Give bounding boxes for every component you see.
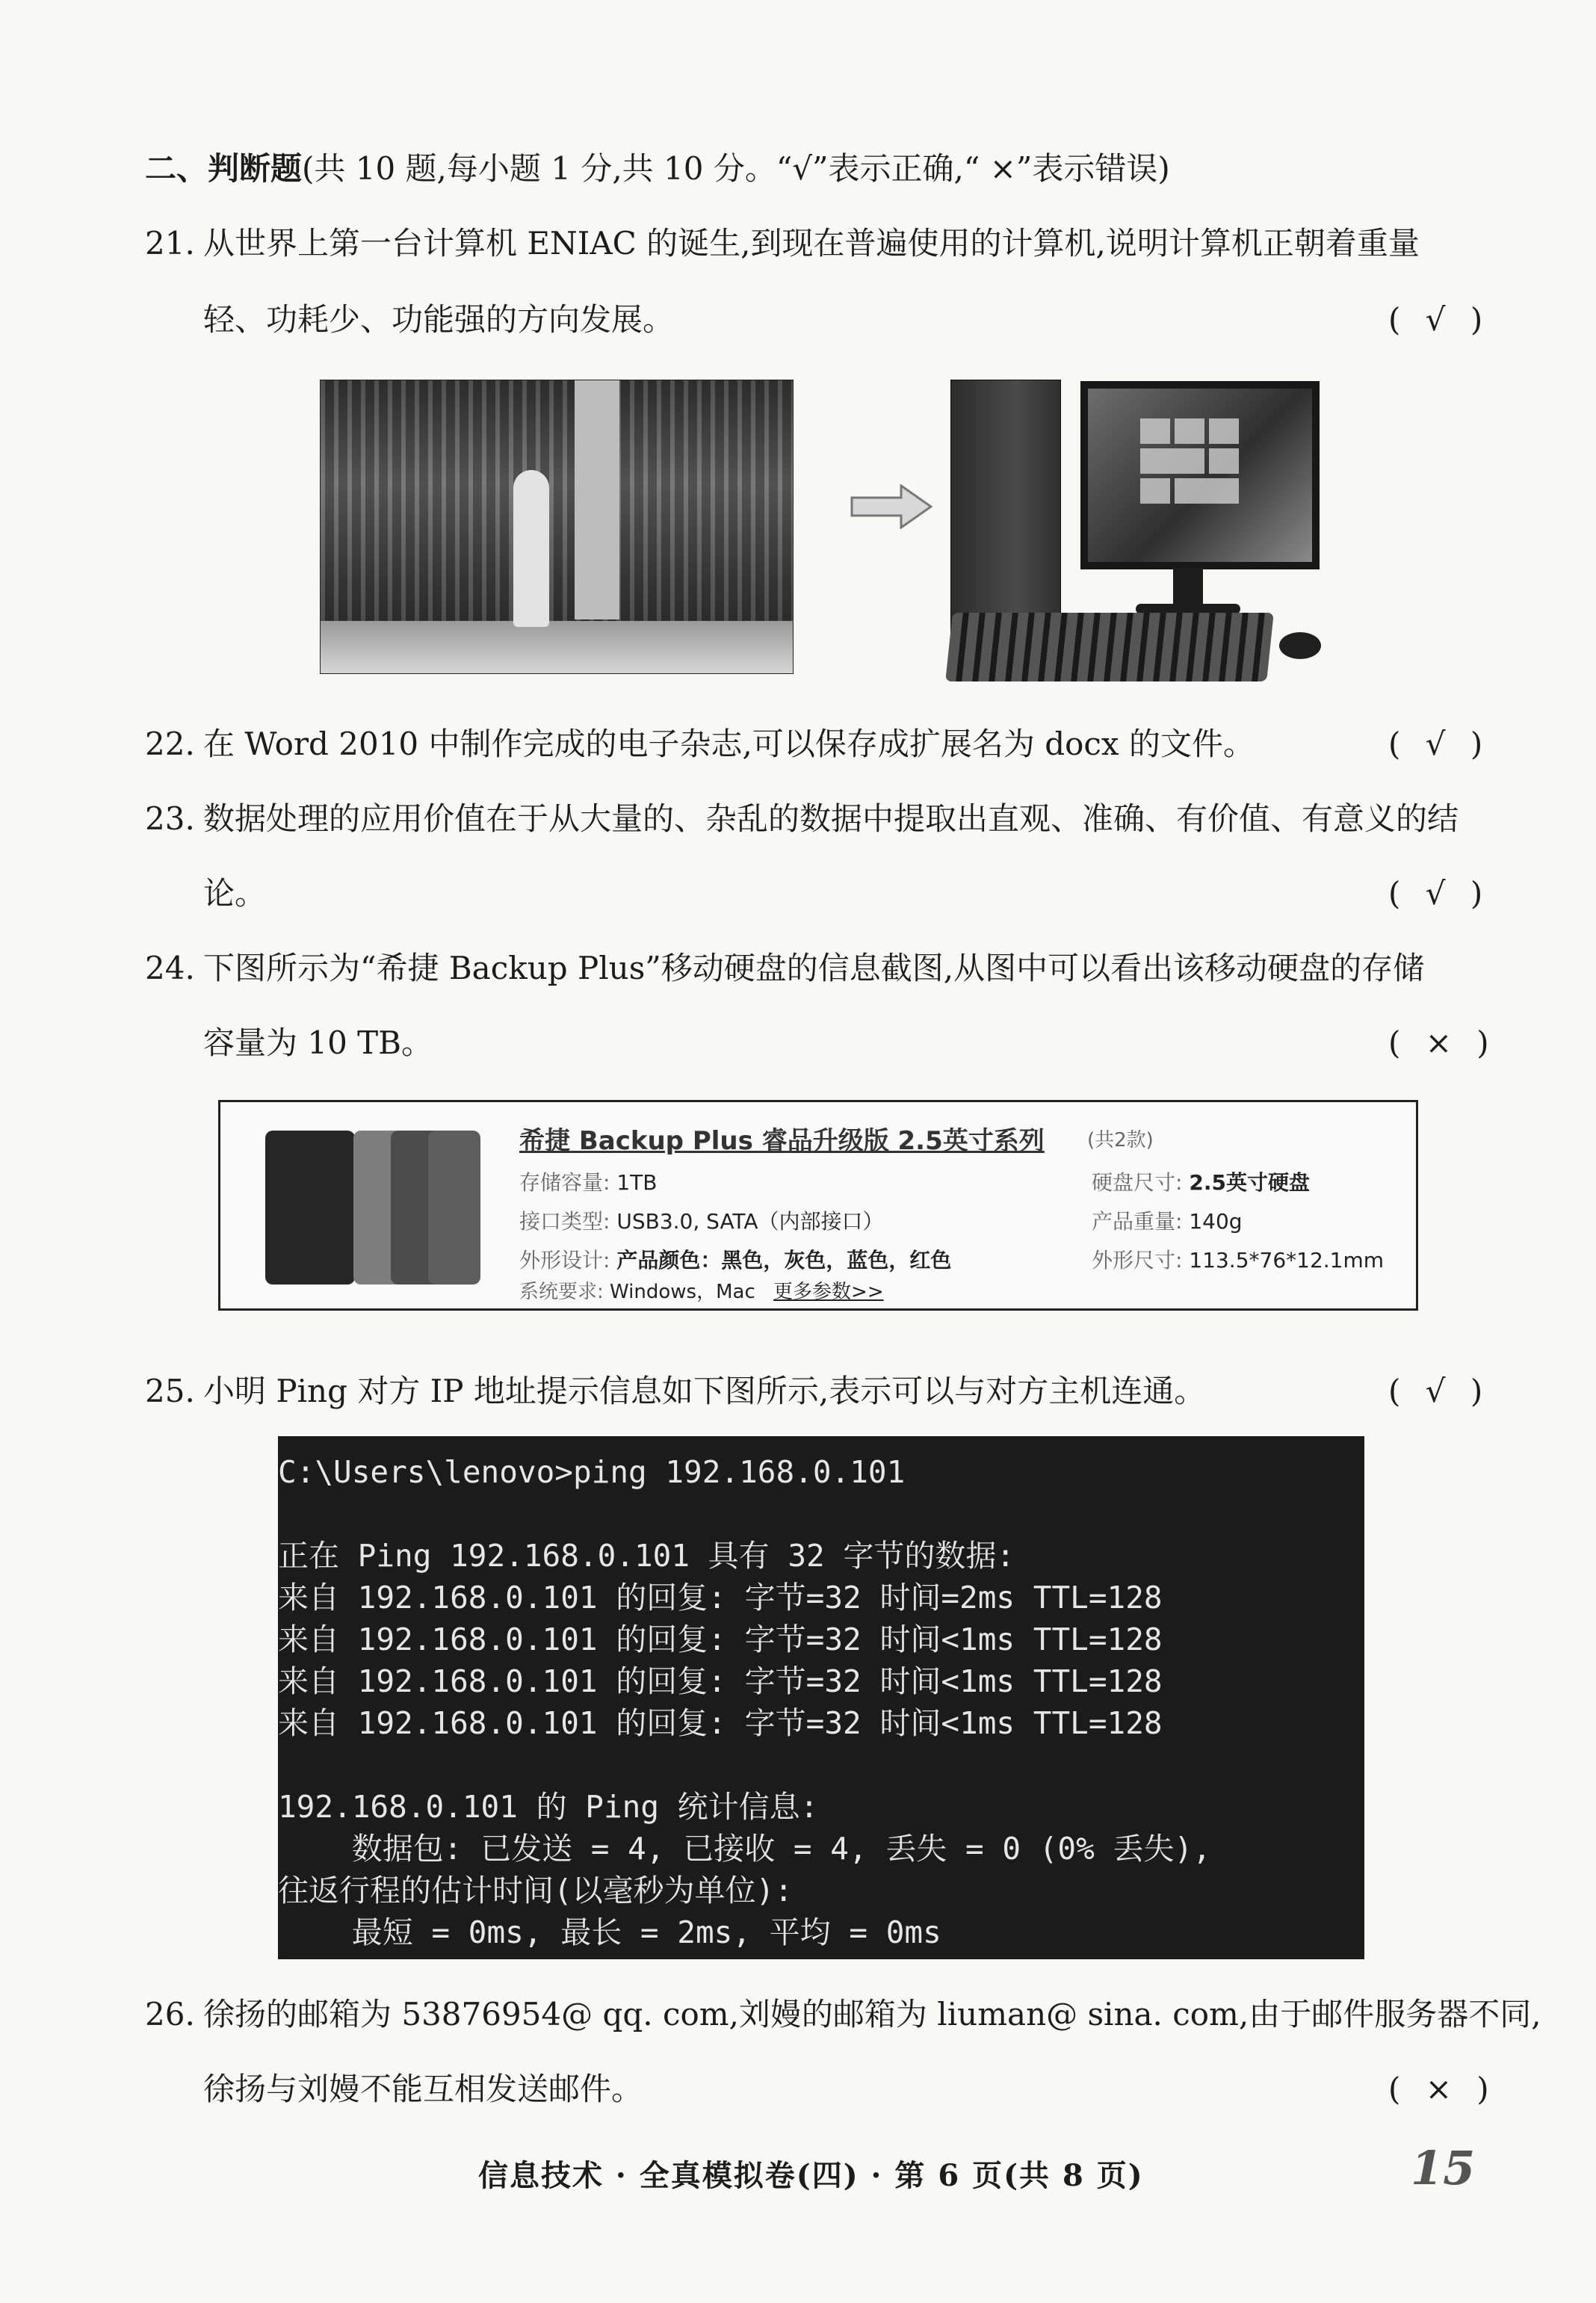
spec-row: [519, 1163, 657, 1202]
answer-mark: ( × ): [1388, 1024, 1497, 1061]
product-title[interactable]: 希捷 Backup Plus 睿品升级版 2.5英寸系列: [519, 1126, 1045, 1156]
console-line: 来自 192.168.0.101 的回复: 字节=32 时间<1ms TTL=128: [278, 1622, 1163, 1657]
section-title: 二、判断题: [145, 150, 303, 187]
console-line: 最短 = 0ms, 最长 = 2ms, 平均 = 0ms: [278, 1914, 941, 1950]
product-info-box: [218, 1100, 1418, 1311]
question-text: 从世界上第一台计算机 ENIAC 的诞生,到现在普遍使用的计算机,说明计算机正朝着重量: [203, 225, 1420, 262]
spec-value: USB3.0, SATA（内部接口）: [616, 1209, 884, 1234]
console-line: 来自 192.168.0.101 的回复: 字节=32 时间=2ms TTL=128: [278, 1580, 1163, 1616]
question-text: 容量为 10 TB。: [203, 1024, 433, 1061]
page-number: 15: [1411, 2141, 1476, 2195]
console-line: 正在 Ping 192.168.0.101 具有 32 字节的数据:: [278, 1538, 1015, 1574]
spec-row: [1092, 1241, 1384, 1280]
console-line: C:\Users\lenovo>ping 192.168.0.101: [278, 1454, 906, 1490]
spec-label: 接口类型:: [519, 1209, 610, 1234]
spec-value: 2.5英寸硬盘: [1189, 1170, 1310, 1195]
spec-label: 产品重量:: [1092, 1209, 1183, 1234]
spec-value: 140g: [1189, 1209, 1243, 1234]
spec-row: [1092, 1163, 1310, 1202]
answer-mark: ( × ): [1388, 2071, 1497, 2107]
answer-mark: ( √ ): [1388, 726, 1491, 762]
console-line: 来自 192.168.0.101 的回复: 字节=32 时间<1ms TTL=128: [278, 1705, 1163, 1741]
answer-mark: ( √ ): [1388, 301, 1491, 338]
keyboard-image: [945, 613, 1274, 681]
spec-value: 1TB: [616, 1170, 658, 1195]
monitor-stand: [1173, 568, 1203, 605]
spec-row: [519, 1277, 884, 1307]
arrow-right-icon: [850, 484, 932, 529]
question-text: 小明 Ping 对方 IP 地址提示信息如下图所示,表示可以与对方主机连通。: [203, 1373, 1206, 1409]
answer-mark: ( √ ): [1388, 1373, 1491, 1409]
question-number: 23.: [145, 800, 195, 837]
spec-label: 存储容量:: [519, 1170, 610, 1195]
question-text: 徐扬的邮箱为 53876954@ qq. com,刘嫚的邮箱为 liuman@ sina. com,由于邮件服务器不同,: [203, 1996, 1541, 2032]
console-line: 192.168.0.101 的 Ping 统计信息:: [278, 1789, 819, 1825]
mouse-image: [1279, 632, 1321, 659]
console-line: 来自 192.168.0.101 的回复: 字节=32 时间<1ms TTL=128: [278, 1663, 1163, 1699]
eniac-photo: [320, 380, 794, 674]
question-number: 26.: [145, 1996, 195, 2032]
command-prompt-screenshot: [278, 1436, 1364, 1959]
answer-mark: ( √ ): [1388, 875, 1491, 912]
spec-label: 系统要求:: [519, 1281, 604, 1303]
question-number: 22.: [145, 726, 195, 762]
spec-value: Windows，Mac: [610, 1281, 755, 1303]
question-number: 21.: [145, 225, 195, 262]
question-text: 数据处理的应用价值在于从大量的、杂乱的数据中提取出直观、准确、有价值、有意义的结: [203, 800, 1459, 837]
question-text: 论。: [203, 875, 267, 912]
spec-label: 硬盘尺寸:: [1092, 1170, 1183, 1195]
question-text: 轻、功耗少、功能强的方向发展。: [203, 301, 675, 338]
question-text: 下图所示为“希捷 Backup Plus”移动硬盘的信息截图,从图中可以看出该移动硬盘的存储: [203, 950, 1425, 986]
spec-row: [519, 1241, 951, 1280]
spec-row: [519, 1202, 884, 1241]
monitor-image: [1080, 381, 1320, 569]
hard-drive-image: [428, 1131, 480, 1285]
section-heading: [145, 146, 1170, 191]
question-number: 25.: [145, 1373, 195, 1409]
spec-value: 113.5*76*12.1mm: [1189, 1248, 1385, 1273]
console-line: 数据包: 已发送 = 4, 已接收 = 4, 丢失 = 0 (0% 丢失),: [278, 1831, 1211, 1867]
page-footer: 信息技术 · 全真模拟卷(四) · 第 6 页(共 8 页): [478, 2158, 1144, 2193]
product-count: (共2款): [1087, 1129, 1154, 1152]
spec-label: 外形尺寸:: [1092, 1248, 1183, 1273]
section-description: (共 10 题,每小题 1 分,共 10 分。“√”表示正确,“ ×”表示错误): [302, 150, 1170, 187]
spec-row: [1092, 1202, 1243, 1241]
question-number: 24.: [145, 950, 195, 986]
hard-drive-image: [265, 1131, 355, 1285]
spec-value: 产品颜色：黑色，灰色，蓝色，红色: [616, 1248, 952, 1273]
spec-label: 外形设计:: [519, 1248, 610, 1273]
question-text: 在 Word 2010 中制作完成的电子杂志,可以保存成扩展名为 docx 的文件。: [203, 726, 1255, 762]
console-line: 往返行程的估计时间(以毫秒为单位):: [278, 1873, 794, 1908]
question-text: 徐扬与刘嫚不能互相发送邮件。: [203, 2071, 643, 2107]
more-params-link[interactable]: 更多参数>>: [773, 1281, 884, 1303]
